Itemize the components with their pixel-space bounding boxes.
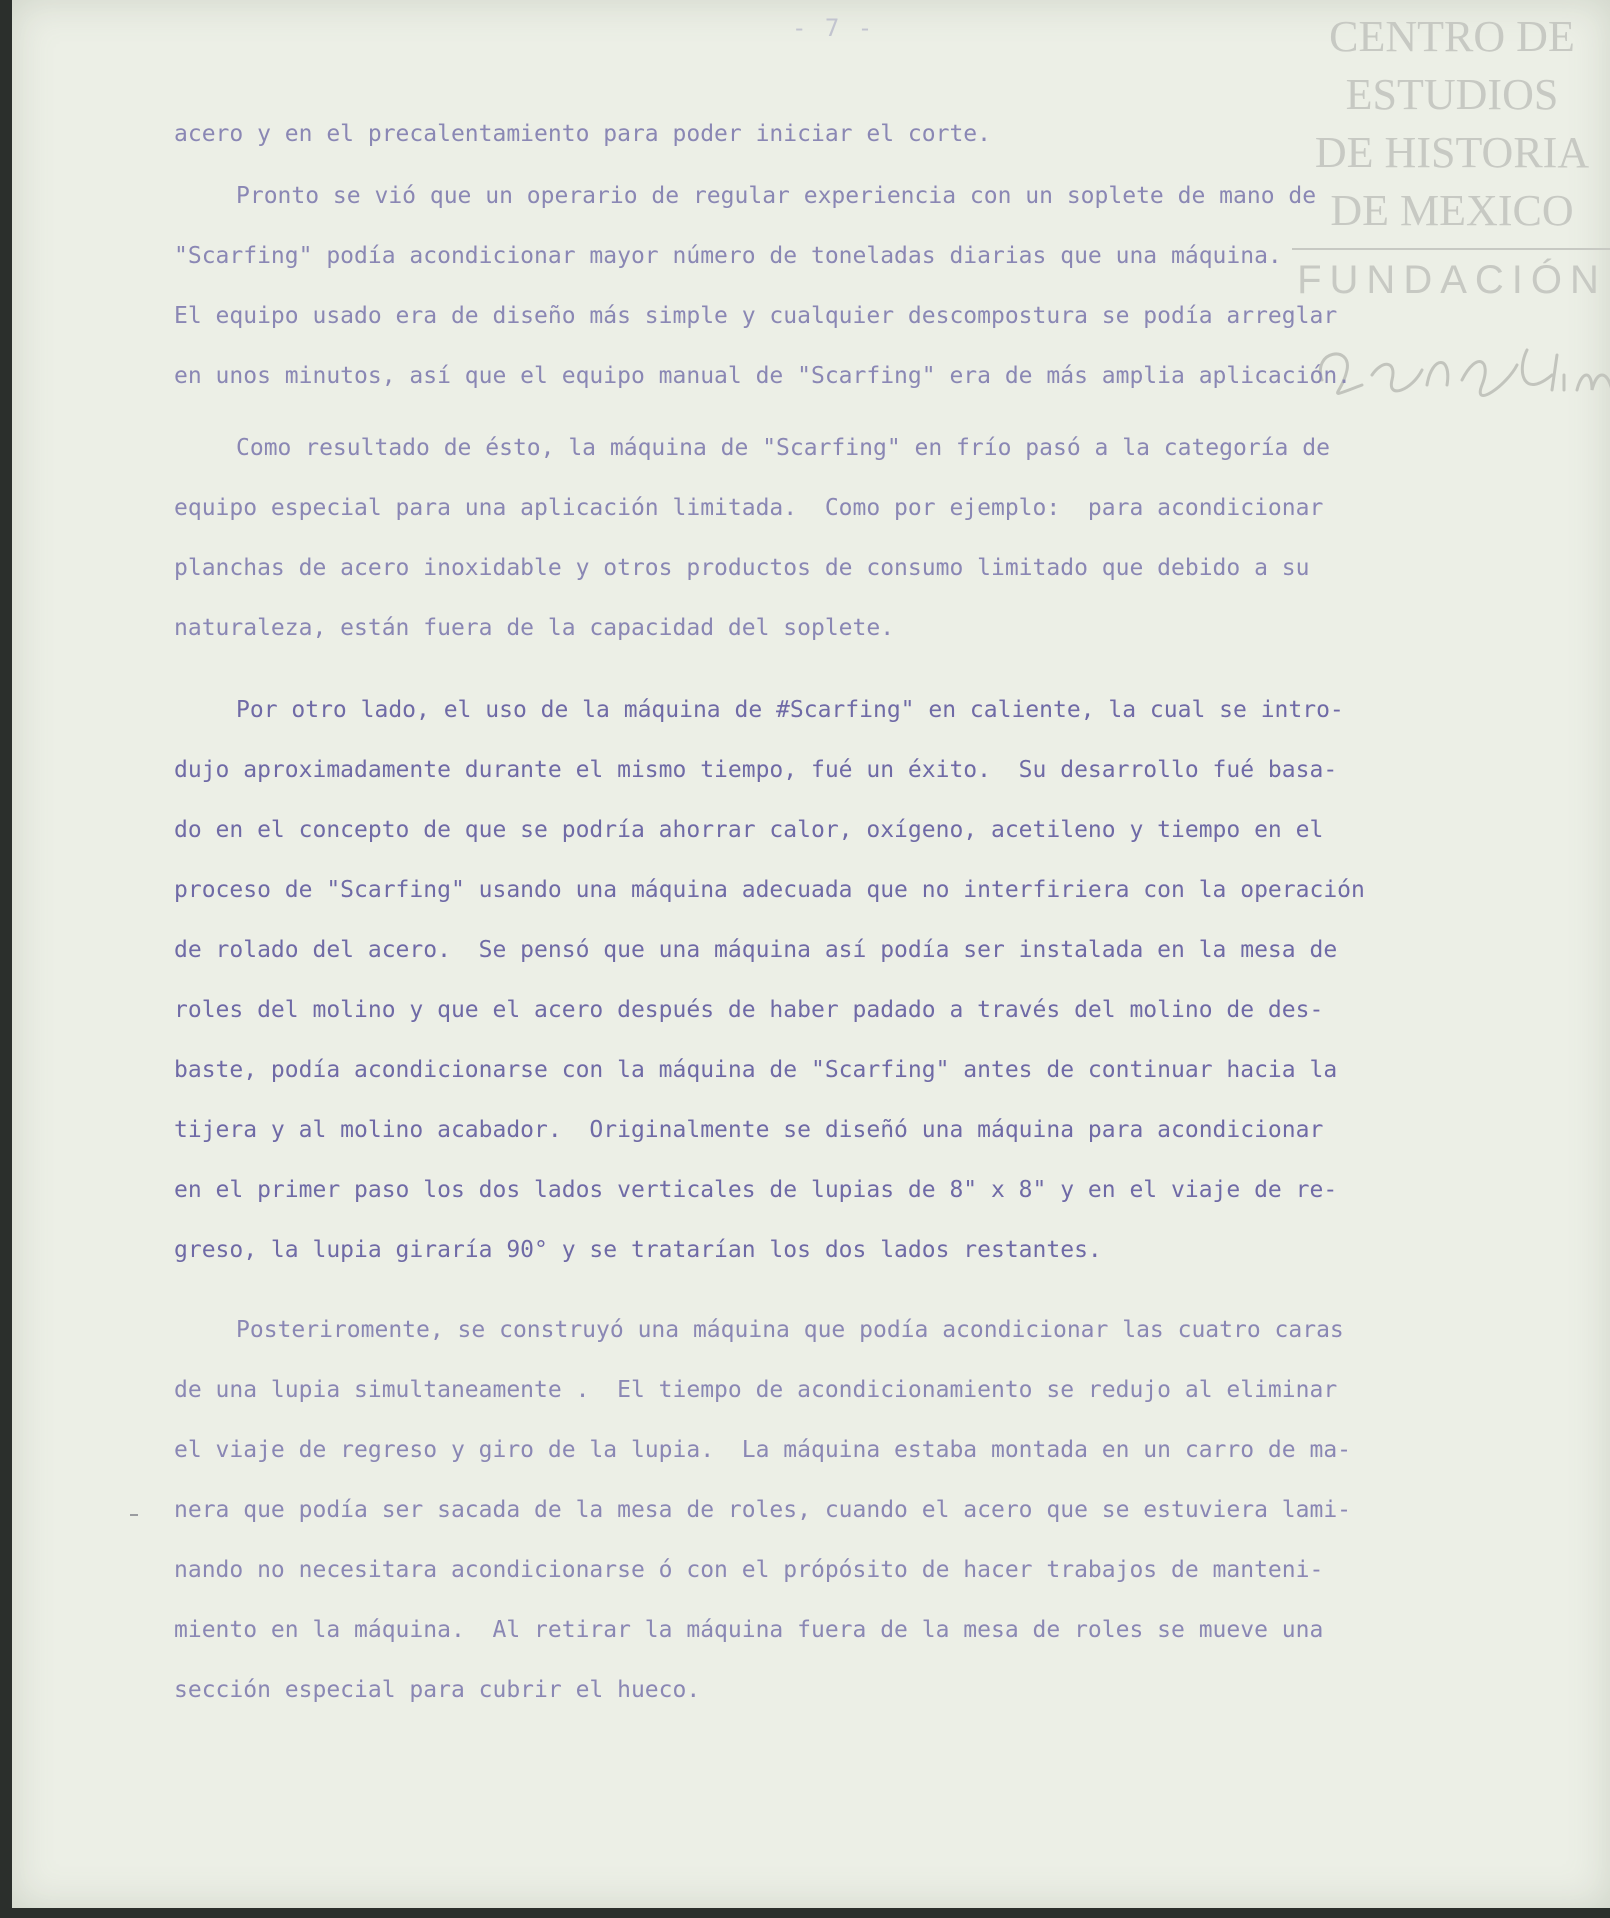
text-line: do en el concepto de que se podría ahorrar calor, oxígeno, acetileno y tiempo en el [174, 817, 1324, 843]
text-line: Como resultado de ésto, la máquina de "Scarfing" en frío pasó a la categoría de [236, 435, 1330, 461]
text-line: naturaleza, están fuera de la capacidad del soplete. [174, 615, 895, 641]
watermark-foundation: FUNDACIÓN [1297, 258, 1607, 302]
text-line: Por otro lado, el uso de la máquina de #Scarfing" en caliente, la cual se intro- [236, 697, 1344, 723]
text-line: sección especial para cubrir el hueco. [174, 1677, 701, 1703]
paragraph-4 [174, 680, 1514, 1280]
watermark-line: ESTUDIOS [1345, 70, 1559, 119]
text-line: greso, la lupia giraría 90° y se tratarían los dos lados restantes. [174, 1237, 1102, 1263]
text-line: Posteriromente, se construyó una máquina que podía acondicionar las cuatro caras [236, 1317, 1344, 1343]
text-line: proceso de "Scarfing" usando una máquina adecuada que no interfiriera con la operación [174, 877, 1365, 903]
text-line: Pronto se vió que un operario de regular experiencia con un soplete de mano de [236, 183, 1317, 209]
text-line: en el primer paso los dos lados verticales de lupias de 8" x 8" y en el viaje de re- [174, 1177, 1338, 1203]
watermark-line: DE HISTORIA [1314, 128, 1590, 177]
watermark-line: DE MEXICO [1330, 186, 1574, 235]
text-line: en unos minutos, así que el equipo manual de "Scarfing" era de más amplia aplicación. [174, 363, 1352, 389]
margin-mark [130, 1514, 138, 1516]
text-line: tijera y al molino acabador. Originalmente se diseñó una máquina para acondicionar [174, 1117, 1324, 1143]
text-line: nera que podía ser sacada de la mesa de roles, cuando el acero que se estuviera lami- [174, 1497, 1352, 1523]
document-page [12, 0, 1610, 1908]
text-line: planchas de acero inoxidable y otros productos de consumo limitado que debido a su [174, 555, 1310, 581]
text-line: de una lupia simultaneamente . El tiempo de acondicionamiento se redujo al eliminar [174, 1377, 1338, 1403]
paragraph-2 [174, 166, 1514, 406]
text-line: el viaje de regreso y giro de la lupia. La máquina estaba montada en un carro de ma- [174, 1437, 1352, 1463]
text-line: "Scarfing" podía acondicionar mayor número de toneladas diarias que una máquina. [174, 243, 1282, 269]
text-line: dujo aproximadamente durante el mismo tiempo, fué un éxito. Su desarrollo fué basa- [174, 757, 1338, 783]
text-line: equipo especial para una aplicación limitada. Como por ejemplo: para acondicionar [174, 495, 1324, 521]
text-line: baste, podía acondicionarse con la máquina de "Scarfing" antes de continuar hacia la [174, 1057, 1338, 1083]
paragraph-3 [174, 418, 1514, 658]
text-line: acero y en el precalentamiento para poder iniciar el corte. [174, 121, 991, 147]
text-line: nando no necesitara acondicionarse ó con el própósito de hacer trabajos de manteni- [174, 1557, 1324, 1583]
document-body [174, 110, 1514, 1720]
paragraph-1 [174, 104, 1514, 164]
text-line: El equipo usado era de diseño más simple y cualquier descompostura se podía arreglar [174, 303, 1338, 329]
page-number: - 7 - [792, 14, 875, 42]
watermark-line: CENTRO DE [1329, 12, 1575, 61]
text-line: de rolado del acero. Se pensó que una máquina así podía ser instalada en la mesa de [174, 937, 1338, 963]
paragraph-5 [174, 1300, 1514, 1720]
text-line: roles del molino y que el acero después de haber padado a través del molino de des- [174, 997, 1324, 1023]
text-line: miento en la máquina. Al retirar la máquina fuera de la mesa de roles se mueve una [174, 1617, 1324, 1643]
